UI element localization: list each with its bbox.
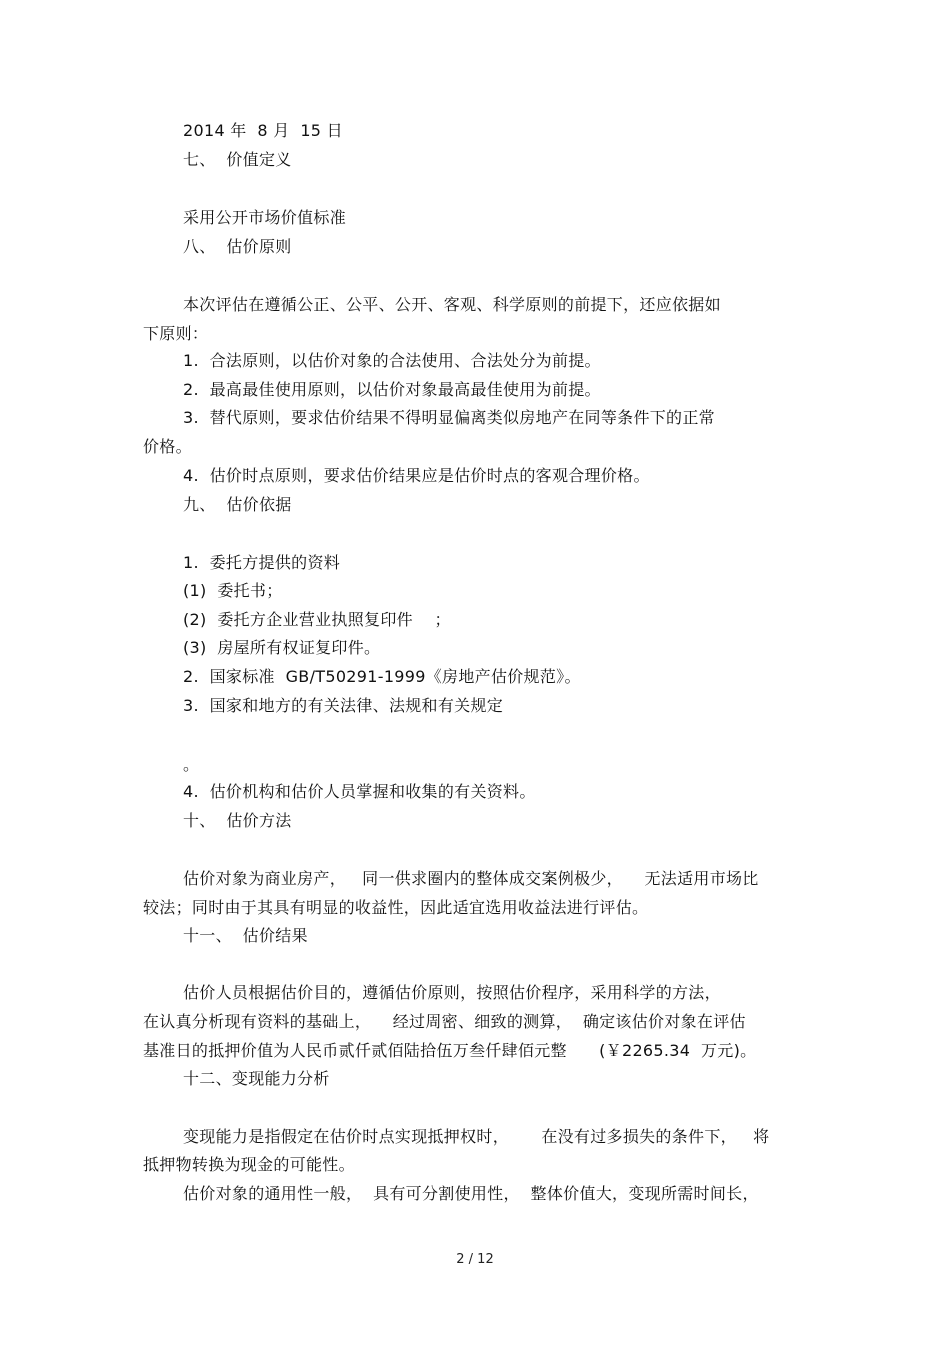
list-item: 1. 合法原则，以估价对象的合法使用、合法处分为前提。 bbox=[183, 351, 601, 370]
paragraph-line: 基准日的抵押价值为人民币贰仟贰佰陆拾伍万叁仟肆佰元整 (￥2265.34 万元)。 bbox=[143, 1041, 757, 1060]
paragraph-line: 本次评估在遵循公正、公平、公开、客观、科学原则的前提下，还应依据如 bbox=[183, 295, 721, 314]
list-item: (3) 房屋所有权证复印件。 bbox=[183, 638, 381, 657]
paragraph-line: 。 bbox=[183, 755, 200, 774]
date-line: 2014 年 8 月 15 日 bbox=[183, 121, 343, 140]
list-item: 3. 国家和地方的有关法律、法规和有关规定 bbox=[183, 696, 504, 715]
paragraph-line: 估价对象的通用性一般， 具有可分割使用性， 整体价值大，变现所需时间长， bbox=[183, 1184, 759, 1203]
list-item: 1. 委托方提供的资料 bbox=[183, 553, 341, 572]
list-item: (1) 委托书； bbox=[183, 581, 283, 600]
paragraph-line: 在认真分析现有资料的基础上， 经过周密、细致的测算， 确定该估价对象在评估 bbox=[143, 1012, 746, 1031]
paragraph-line: 采用公开市场价值标准 bbox=[183, 208, 347, 227]
list-item: 4. 估价时点原则，要求估价结果应是估价时点的客观合理价格。 bbox=[183, 466, 650, 485]
list-item: 2. 国家标准 GB/T50291-1999《房地产估价规范》。 bbox=[183, 667, 581, 686]
list-item: (2) 委托方企业营业执照复印件 ； bbox=[183, 610, 451, 629]
section-heading: 十二、变现能力分析 bbox=[183, 1069, 330, 1088]
paragraph-line: 较法；同时由于其具有明显的收益性，因此适宜选用收益法进行评估。 bbox=[143, 898, 649, 917]
paragraph-line: 下原则： bbox=[143, 324, 209, 343]
paragraph-line: 估价对象为商业房产， 同一供求圈内的整体成交案例极少， 无法适用市场比 bbox=[183, 869, 759, 888]
section-heading: 七、 价值定义 bbox=[183, 150, 292, 169]
list-item-continuation: 价格。 bbox=[143, 437, 192, 456]
section-heading: 九、 估价依据 bbox=[183, 495, 292, 514]
paragraph-line: 抵押物转换为现金的可能性。 bbox=[143, 1155, 355, 1174]
list-item: 3. 替代原则，要求估价结果不得明显偏离类似房地产在同等条件下的正常 bbox=[183, 408, 715, 427]
section-heading: 八、 估价原则 bbox=[183, 237, 292, 256]
paragraph-line: 变现能力是指假定在估价时点实现抵押权时， 在没有过多损失的条件下， 将 bbox=[183, 1127, 770, 1146]
list-item: 4. 估价机构和估价人员掌握和收集的有关资料。 bbox=[183, 782, 536, 801]
section-heading: 十一、 估价结果 bbox=[183, 926, 308, 945]
list-item: 2. 最高最佳使用原则，以估价对象最高最佳使用为前提。 bbox=[183, 380, 601, 399]
paragraph-line: 估价人员根据估价目的，遵循估价原则，按照估价程序，采用科学的方法， bbox=[183, 983, 721, 1002]
section-heading: 十、 估价方法 bbox=[183, 811, 292, 830]
page-number: 2 / 12 bbox=[456, 1252, 494, 1267]
